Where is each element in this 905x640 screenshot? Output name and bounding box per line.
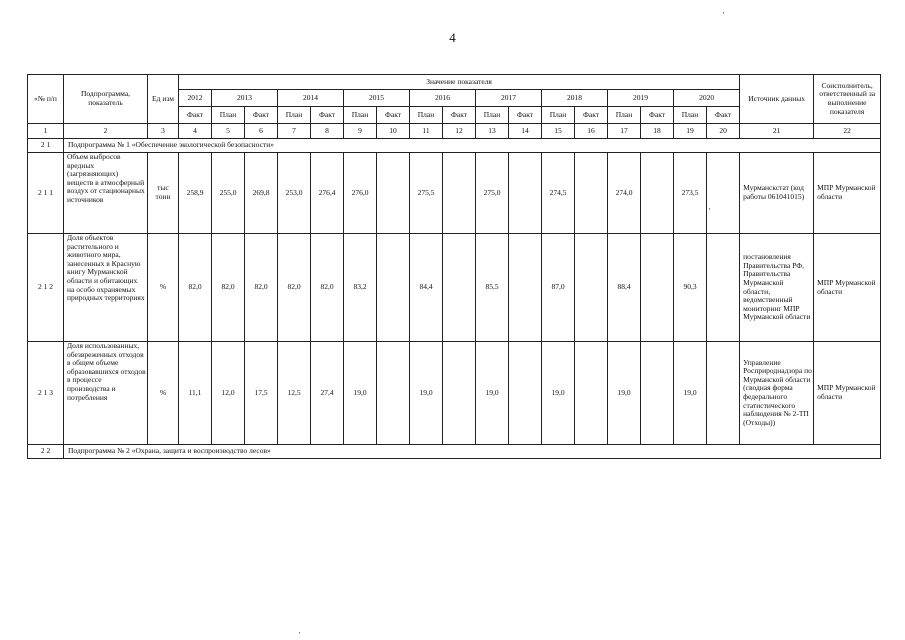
value-cell <box>443 342 476 445</box>
col-num: 17 <box>608 124 641 139</box>
unit-cell: тыс тонн <box>148 153 179 234</box>
value-cell <box>641 342 674 445</box>
section-row-2 <box>28 445 881 459</box>
page-number: 4 <box>449 30 456 45</box>
value-cell: 19,0 <box>476 342 509 445</box>
sub-2013-plan: План <box>212 107 245 124</box>
source-cell: Управление Росприроднадзора по Мурманской области (сводная форма федерального статистического наблюдения № 2-ТП (Отходы)) <box>740 342 814 445</box>
year-2015: 2015 <box>344 90 410 107</box>
value-cell: 19,0 <box>410 342 443 445</box>
row-num: 2 1 3 <box>28 342 64 445</box>
section-row-1 <box>28 139 881 153</box>
col-num: 14 <box>509 124 542 139</box>
value-cell: 11,1 <box>179 342 212 445</box>
value-cell <box>575 342 608 445</box>
col-num: 19 <box>674 124 707 139</box>
year-2019: 2019 <box>608 90 674 107</box>
year-2020: 2020 <box>674 90 740 107</box>
column-number-row <box>28 124 881 139</box>
value-cell <box>509 153 542 234</box>
value-cell: 27,4 <box>311 342 344 445</box>
col-num: 2 <box>64 124 148 139</box>
value-cell: 258,9 <box>179 153 212 234</box>
col-num: 7 <box>278 124 311 139</box>
col-num: 5 <box>212 124 245 139</box>
header-num: «№ п/п <box>28 75 64 124</box>
year-2018: 2018 <box>542 90 608 107</box>
value-cell: 84,4 <box>410 234 443 342</box>
year-2017: 2017 <box>476 90 542 107</box>
value-cell: 19,0 <box>608 342 641 445</box>
value-cell: 19,0 <box>542 342 575 445</box>
scan-speck: · <box>722 8 725 18</box>
value-cell: 269,8 <box>245 153 278 234</box>
value-cell: 82,0 <box>278 234 311 342</box>
value-cell <box>707 153 740 234</box>
coexecutor-cell: МПР Мурманской области <box>814 153 881 234</box>
value-cell: 19,0 <box>674 342 707 445</box>
col-num: 8 <box>311 124 344 139</box>
sub-2018-fact: Факт <box>575 107 608 124</box>
sub-2014-fact: Факт <box>311 107 344 124</box>
unit-cell: % <box>148 234 179 342</box>
header-coexecutor: Соисполнитель, ответственный за выполнение показателя <box>814 75 881 124</box>
header-unit: Ед изм <box>148 75 179 124</box>
header-source: Источник данных <box>740 75 814 124</box>
value-cell: 82,0 <box>179 234 212 342</box>
value-cell <box>377 342 410 445</box>
coexecutor-cell: МПР Мурманской области <box>814 342 881 445</box>
value-cell: 275,0 <box>476 153 509 234</box>
section-num: 2 2 <box>28 445 64 459</box>
sub-2016-fact: Факт <box>443 107 476 124</box>
col-num: 15 <box>542 124 575 139</box>
sub-2014-plan: План <box>278 107 311 124</box>
value-cell: 90,3 <box>674 234 707 342</box>
row-num: 2 1 2 <box>28 234 64 342</box>
table-row <box>28 153 881 234</box>
year-2016: 2016 <box>410 90 476 107</box>
col-num: 16 <box>575 124 608 139</box>
year-2013: 2013 <box>212 90 278 107</box>
col-num: 12 <box>443 124 476 139</box>
sub-2015-fact: Факт <box>377 107 410 124</box>
value-cell <box>575 153 608 234</box>
value-cell <box>377 153 410 234</box>
value-cell: 253,0 <box>278 153 311 234</box>
col-num: 13 <box>476 124 509 139</box>
section-num: 2 1 <box>28 139 64 153</box>
value-cell: 255,0 <box>212 153 245 234</box>
value-cell: 82,0 <box>212 234 245 342</box>
section-title: Подпрограмма № 2 «Охрана, защита и воспроизводство лесов» <box>64 445 881 459</box>
value-cell <box>509 342 542 445</box>
source-cell: постановления Правительства РФ, Правительства Мурманской области, ведомственный мониторинг МПР Мурманской области <box>740 234 814 342</box>
value-cell: 19,0 <box>344 342 377 445</box>
value-cell: 276,4 <box>311 153 344 234</box>
section-title: Подпрограмма № 1 «Обеспечение экологической безопасности» <box>64 139 881 153</box>
col-num: 10 <box>377 124 410 139</box>
scan-speck: · <box>708 204 711 214</box>
row-num: 2 1 1 <box>28 153 64 234</box>
value-cell: 82,0 <box>245 234 278 342</box>
col-num: 22 <box>814 124 881 139</box>
value-cell: 88,4 <box>608 234 641 342</box>
sub-2020-plan: План <box>674 107 707 124</box>
value-cell: 87,0 <box>542 234 575 342</box>
col-num: 6 <box>245 124 278 139</box>
sub-2020-fact: Факт <box>707 107 740 124</box>
header-row-1 <box>28 75 881 90</box>
value-cell: 17,5 <box>245 342 278 445</box>
sub-2018-plan: План <box>542 107 575 124</box>
header-subprogram: Подпрограмма, показатель <box>64 75 148 124</box>
value-cell <box>575 234 608 342</box>
sub-2017-fact: Факт <box>509 107 542 124</box>
value-cell: 276,0 <box>344 153 377 234</box>
col-num: 20 <box>707 124 740 139</box>
value-cell <box>641 153 674 234</box>
col-num: 3 <box>148 124 179 139</box>
value-cell: 85,5 <box>476 234 509 342</box>
header-indicator-value: Значение показателя <box>179 75 740 90</box>
sub-2019-plan: План <box>608 107 641 124</box>
value-cell: 83,2 <box>344 234 377 342</box>
value-cell: 274,5 <box>542 153 575 234</box>
value-cell: 12,0 <box>212 342 245 445</box>
col-num: 11 <box>410 124 443 139</box>
col-num: 9 <box>344 124 377 139</box>
value-cell: 274,0 <box>608 153 641 234</box>
indicator-name: Объем выбросов вредных (загрязняющих) веществ в атмосферный воздух от стационарных источников <box>64 153 148 234</box>
sub-2013-fact: Факт <box>245 107 278 124</box>
source-cell: Мурманскстат (код работы 061041015) <box>740 153 814 234</box>
scan-speck: · <box>298 628 301 638</box>
col-num: 18 <box>641 124 674 139</box>
indicator-name: Доля объектов растительного и животного мира, занесенных в Красную книгу Мурманской области и обитающих на особо охраняемых природных территориях <box>64 234 148 342</box>
col-num: 4 <box>179 124 212 139</box>
value-cell <box>377 234 410 342</box>
value-cell <box>443 234 476 342</box>
value-cell: 275,5 <box>410 153 443 234</box>
value-cell <box>443 153 476 234</box>
year-2012: 2012 <box>179 90 212 107</box>
coexecutor-cell: МПР Мурманской области <box>814 234 881 342</box>
sub-2012-fact: Факт <box>179 107 212 124</box>
indicators-table <box>27 74 881 459</box>
value-cell <box>641 234 674 342</box>
value-cell <box>509 234 542 342</box>
value-cell: 12,5 <box>278 342 311 445</box>
value-cell: 273,5 <box>674 153 707 234</box>
sub-2016-plan: План <box>410 107 443 124</box>
col-num: 1 <box>28 124 64 139</box>
table-row <box>28 234 881 342</box>
sub-2017-plan: План <box>476 107 509 124</box>
col-num: 21 <box>740 124 814 139</box>
value-cell: 82,0 <box>311 234 344 342</box>
year-2014: 2014 <box>278 90 344 107</box>
value-cell <box>707 234 740 342</box>
sub-2015-plan: План <box>344 107 377 124</box>
unit-cell: % <box>148 342 179 445</box>
table-row <box>28 342 881 445</box>
value-cell <box>707 342 740 445</box>
sub-2019-fact: Факт <box>641 107 674 124</box>
indicator-name: Доля использованных, обезвреженных отходов в общем объеме образовавшихся отходов в процессе производства и потребления <box>64 342 148 445</box>
